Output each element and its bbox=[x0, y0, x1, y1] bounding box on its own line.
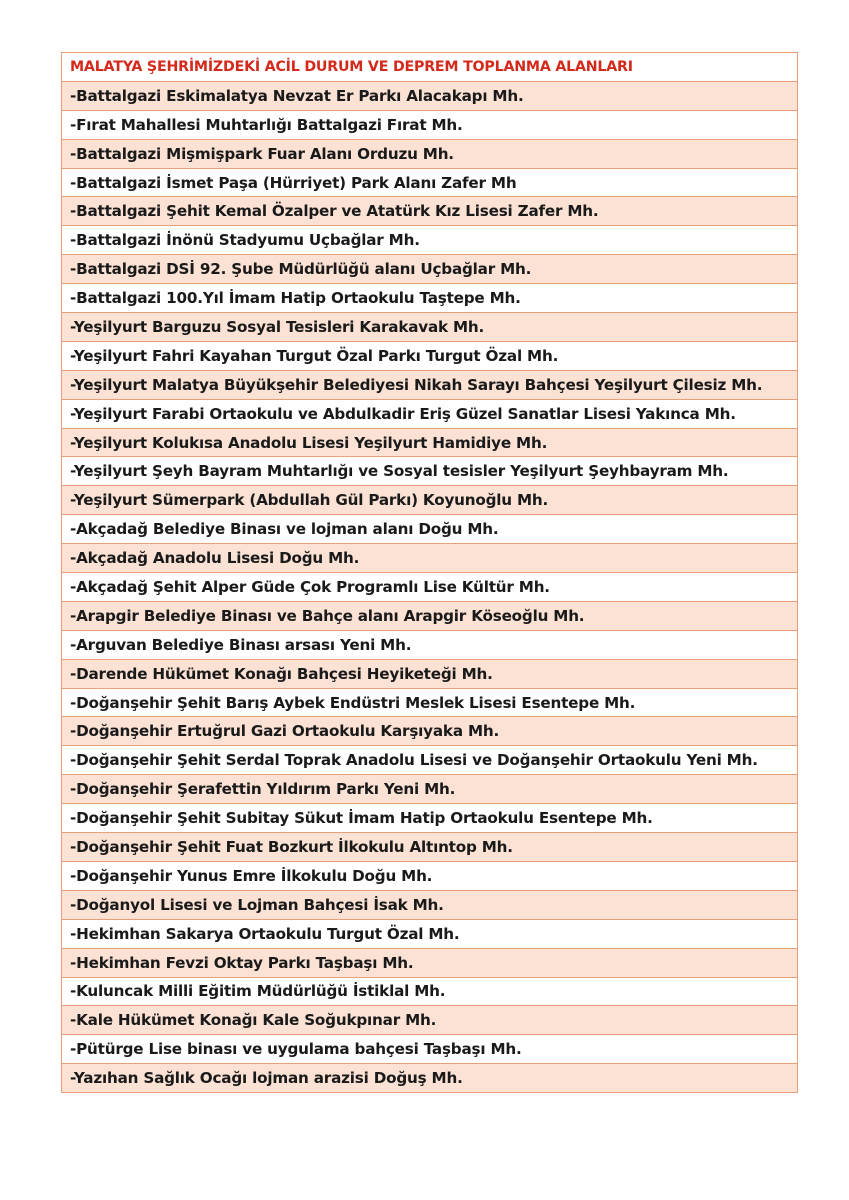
list-item: -Doğanyol Lisesi ve Lojman Bahçesi İsak Mh. bbox=[62, 890, 798, 919]
table-row bbox=[62, 81, 798, 110]
table-row bbox=[62, 313, 798, 342]
list-item: -Pütürge Lise binası ve uygulama bahçesi Taşbaşı Mh. bbox=[62, 1035, 798, 1064]
list-item: -Hekimhan Sakarya Ortaokulu Turgut Özal Mh. bbox=[62, 919, 798, 948]
list-item: -Arguvan Belediye Binası arsası Yeni Mh. bbox=[62, 630, 798, 659]
table-row bbox=[62, 197, 798, 226]
table-header-row bbox=[62, 53, 798, 82]
list-item: -Battalgazi İsmet Paşa (Hürriyet) Park Alanı Zafer Mh bbox=[62, 168, 798, 197]
table-body bbox=[62, 53, 798, 1093]
table-row bbox=[62, 544, 798, 573]
list-item: -Fırat Mahallesi Muhtarlığı Battalgazi Fırat Mh. bbox=[62, 110, 798, 139]
list-item: -Yeşilyurt Şeyh Bayram Muhtarlığı ve Sosyal tesisler Yeşilyurt Şeyhbayram Mh. bbox=[62, 457, 798, 486]
table-row bbox=[62, 746, 798, 775]
table-row bbox=[62, 457, 798, 486]
table-row bbox=[62, 226, 798, 255]
table-row bbox=[62, 601, 798, 630]
list-item: -Doğanşehir Şerafettin Yıldırım Parkı Yeni Mh. bbox=[62, 775, 798, 804]
table-row bbox=[62, 630, 798, 659]
table-row bbox=[62, 833, 798, 862]
list-item: -Akçadağ Şehit Alper Güde Çok Programlı Lise Kültür Mh. bbox=[62, 573, 798, 602]
list-item: -Battalgazi Mişmişpark Fuar Alanı Orduzu Mh. bbox=[62, 139, 798, 168]
list-item: -Arapgir Belediye Binası ve Bahçe alanı Arapgir Köseoğlu Mh. bbox=[62, 601, 798, 630]
list-item: -Hekimhan Fevzi Oktay Parkı Taşbaşı Mh. bbox=[62, 948, 798, 977]
table-row bbox=[62, 1035, 798, 1064]
table-row bbox=[62, 139, 798, 168]
table-row bbox=[62, 804, 798, 833]
table-row bbox=[62, 977, 798, 1006]
list-item: -Yeşilyurt Farabi Ortaokulu ve Abdulkadir Eriş Güzel Sanatlar Lisesi Yakınca Mh. bbox=[62, 399, 798, 428]
table-row bbox=[62, 717, 798, 746]
list-item: -Doğanşehir Şehit Barış Aybek Endüstri Meslek Lisesi Esentepe Mh. bbox=[62, 688, 798, 717]
list-item: -Kale Hükümet Konağı Kale Soğukpınar Mh. bbox=[62, 1006, 798, 1035]
table-row bbox=[62, 890, 798, 919]
table-row bbox=[62, 688, 798, 717]
table-title: MALATYA ŞEHRİMİZDEKİ ACİL DURUM VE DEPREM TOPLANMA ALANLARI bbox=[62, 53, 798, 82]
table-row bbox=[62, 515, 798, 544]
list-item: -Doğanşehir Yunus Emre İlkokulu Doğu Mh. bbox=[62, 861, 798, 890]
assembly-areas-table bbox=[61, 52, 798, 1093]
list-item: -Kuluncak Milli Eğitim Müdürlüğü İstiklal Mh. bbox=[62, 977, 798, 1006]
list-item: -Darende Hükümet Konağı Bahçesi Heyiketeği Mh. bbox=[62, 659, 798, 688]
table-row bbox=[62, 659, 798, 688]
list-item: -Doğanşehir Şehit Fuat Bozkurt İlkokulu Altıntop Mh. bbox=[62, 833, 798, 862]
table-row bbox=[62, 284, 798, 313]
list-item: -Yeşilyurt Barguzu Sosyal Tesisleri Karakavak Mh. bbox=[62, 313, 798, 342]
table-row bbox=[62, 341, 798, 370]
list-item: -Doğanşehir Şehit Subitay Sükut İmam Hatip Ortaokulu Esentepe Mh. bbox=[62, 804, 798, 833]
table-row bbox=[62, 110, 798, 139]
table-row bbox=[62, 486, 798, 515]
list-item: -Akçadağ Anadolu Lisesi Doğu Mh. bbox=[62, 544, 798, 573]
table-row bbox=[62, 428, 798, 457]
table-row bbox=[62, 919, 798, 948]
table-row bbox=[62, 399, 798, 428]
table-row bbox=[62, 775, 798, 804]
list-item: -Battalgazi DSİ 92. Şube Müdürlüğü alanı Uçbağlar Mh. bbox=[62, 255, 798, 284]
list-item: -Yazıhan Sağlık Ocağı lojman arazisi Doğuş Mh. bbox=[62, 1064, 798, 1093]
table-row bbox=[62, 861, 798, 890]
list-item: -Yeşilyurt Kolukısa Anadolu Lisesi Yeşilyurt Hamidiye Mh. bbox=[62, 428, 798, 457]
list-item: -Battalgazi Şehit Kemal Özalper ve Atatürk Kız Lisesi Zafer Mh. bbox=[62, 197, 798, 226]
list-item: -Battalgazi Eskimalatya Nevzat Er Parkı Alacakapı Mh. bbox=[62, 81, 798, 110]
list-item: -Yeşilyurt Sümerpark (Abdullah Gül Parkı) Koyunoğlu Mh. bbox=[62, 486, 798, 515]
list-item: -Yeşilyurt Fahri Kayahan Turgut Özal Parkı Turgut Özal Mh. bbox=[62, 341, 798, 370]
list-item: -Yeşilyurt Malatya Büyükşehir Belediyesi Nikah Sarayı Bahçesi Yeşilyurt Çilesiz Mh. bbox=[62, 370, 798, 399]
list-item: -Battalgazi 100.Yıl İmam Hatip Ortaokulu Taştepe Mh. bbox=[62, 284, 798, 313]
list-item: -Battalgazi İnönü Stadyumu Uçbağlar Mh. bbox=[62, 226, 798, 255]
table-row bbox=[62, 573, 798, 602]
list-item: -Akçadağ Belediye Binası ve lojman alanı Doğu Mh. bbox=[62, 515, 798, 544]
table-row bbox=[62, 1006, 798, 1035]
table-row bbox=[62, 370, 798, 399]
table-row bbox=[62, 255, 798, 284]
list-item: -Doğanşehir Ertuğrul Gazi Ortaokulu Karşıyaka Mh. bbox=[62, 717, 798, 746]
table-row bbox=[62, 948, 798, 977]
table-row bbox=[62, 168, 798, 197]
list-item: -Doğanşehir Şehit Serdal Toprak Anadolu Lisesi ve Doğanşehir Ortaokulu Yeni Mh. bbox=[62, 746, 798, 775]
table-row bbox=[62, 1064, 798, 1093]
